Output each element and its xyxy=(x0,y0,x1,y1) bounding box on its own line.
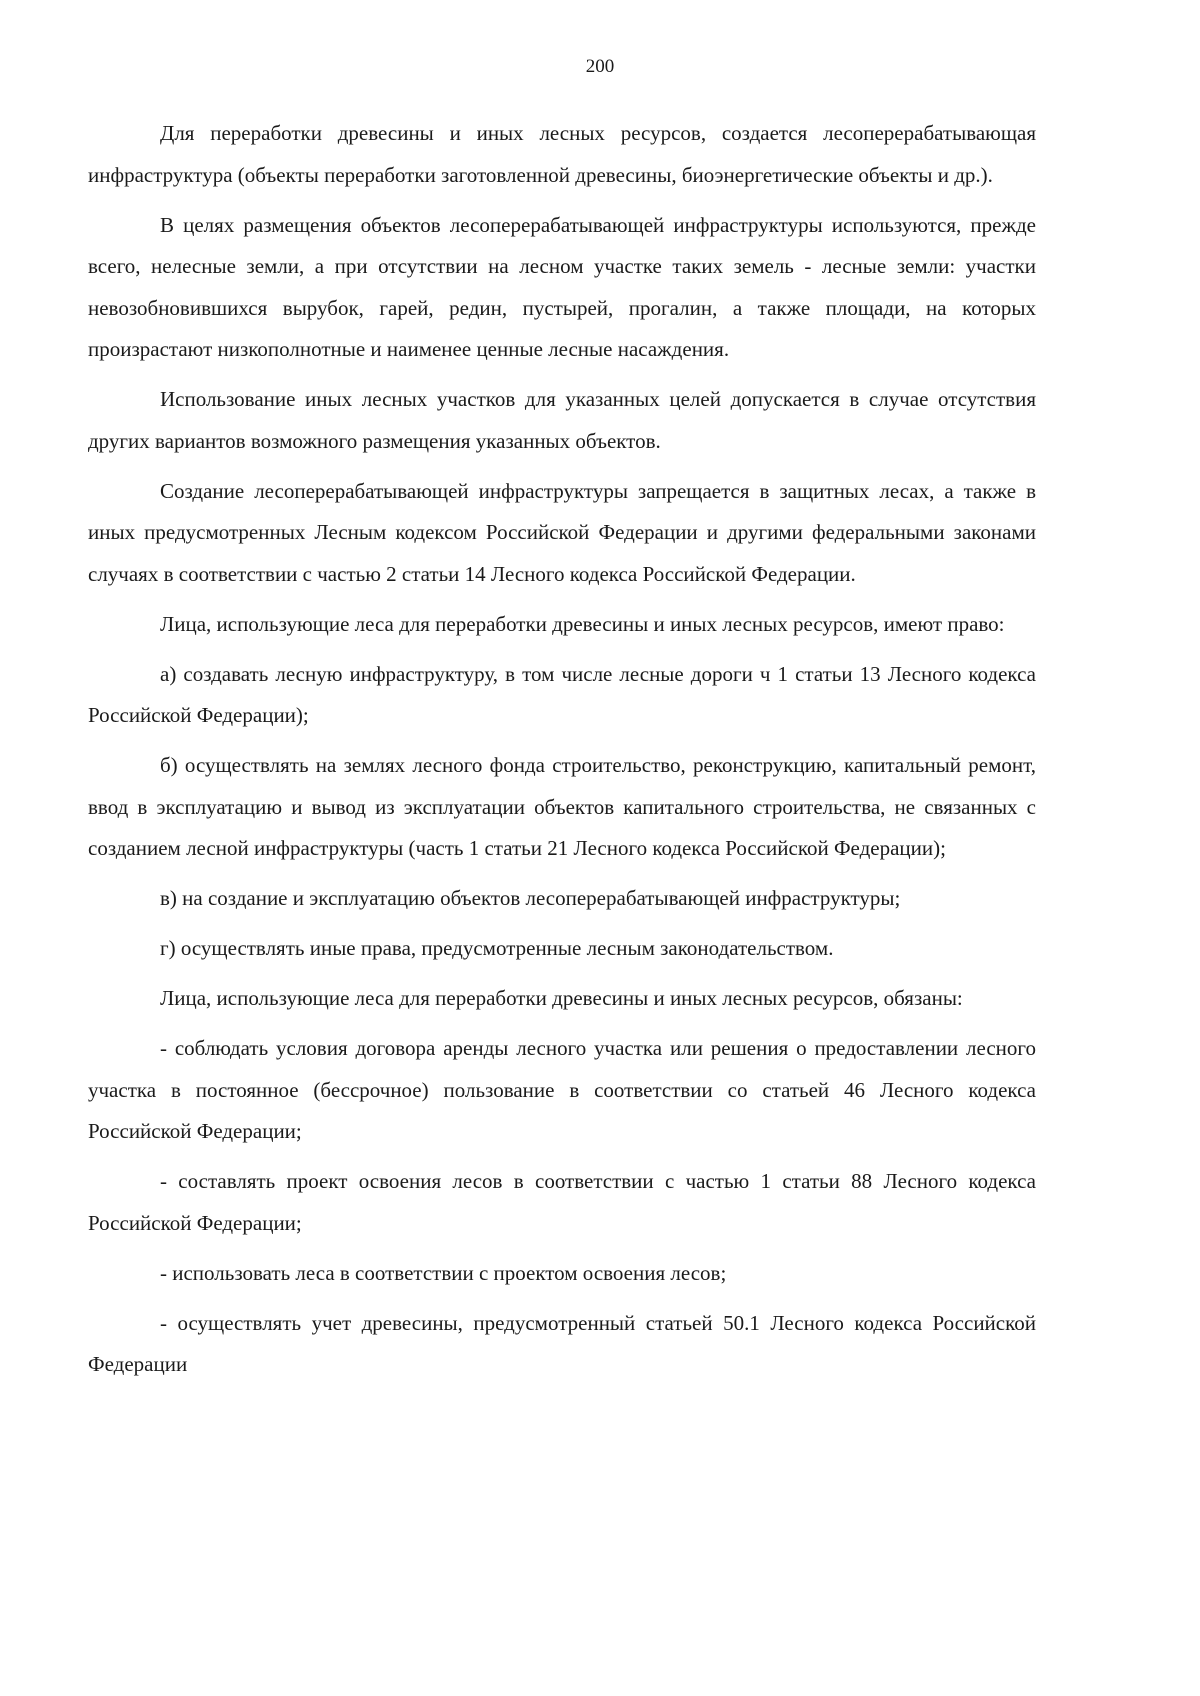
list-item: - соблюдать условия договора аренды лесного участка или решения о предоставлении лесного участка в постоянное (бессрочное) пользование в соответствии со статьей 46 Лесного кодекса Российской Федерации; xyxy=(88,1036,1036,1143)
list-item: - использовать леса в соответствии с проектом освоения лесов; xyxy=(160,1260,727,1285)
paragraph: Создание лесоперерабатывающей инфраструктуры запрещается в защитных лесах, а также в иных предусмотренных Лесным кодексом Российской Федерации и другими федеральными законами случаях в соответствии с частью 2 статьи 14 Лесного кодекса Российской Федерации. xyxy=(88,478,1036,586)
paragraph: Лица, использующие леса для переработки древесины и иных лесных ресурсов, имеют право: xyxy=(160,611,1005,636)
paragraph: В целях размещения объектов лесоперерабатывающей инфраструктуры используются, прежде всего, нелесные земли, а при отсутствии на лесном участке таких земель - лесные земли: участки невозобновившихся вырубок, гарей, редин, пустырей, прогалин, а также площади, на которых произрастают низкополнотные и наименее ценные лесные насаждения. xyxy=(88,212,1036,361)
paragraph: Лица, использующие леса для переработки древесины и иных лесных ресурсов, обязаны: xyxy=(160,986,963,1010)
list-item: а) создавать лесную инфраструктуру, в том числе лесные дороги ч 1 статьи 13 Лесного кодекса Российской Федерации); xyxy=(88,661,1036,727)
paragraph: Использование иных лесных участков для указанных целей допускается в случае отсутствия других вариантов возможного размещения указанных объектов. xyxy=(88,387,1036,453)
list-item: г) осуществлять иные права, предусмотренные лесным законодательством. xyxy=(160,936,834,960)
list-item: - составлять проект освоения лесов в соответствии с частью 1 статьи 88 Лесного кодекса Российской Федерации; xyxy=(88,1169,1036,1235)
list-item: в) на создание и эксплуатацию объектов лесоперерабатывающей инфраструктуры; xyxy=(160,886,901,910)
list-item: - осуществлять учет древесины, предусмотренный статьей 50.1 Лесного кодекса Российской Федерации xyxy=(88,1310,1036,1376)
page-number: 200 xyxy=(585,56,615,77)
paragraph: Для переработки древесины и иных лесных ресурсов, создается лесоперерабатывающая инфраструктура (объекты переработки заготовленной древесины, биоэнергетические объекты и др.). xyxy=(88,121,1036,187)
list-item: б) осуществлять на землях лесного фонда строительство, реконструкцию, капитальный ремонт, ввод в эксплуатацию и вывод из эксплуатации объектов капитального строительства, не связанных с созданием лесной инфраструктуры (часть 1 статьи 21 Лесного кодекса Российской Федерации); xyxy=(88,753,1036,860)
body-text xyxy=(88,113,1036,1394)
